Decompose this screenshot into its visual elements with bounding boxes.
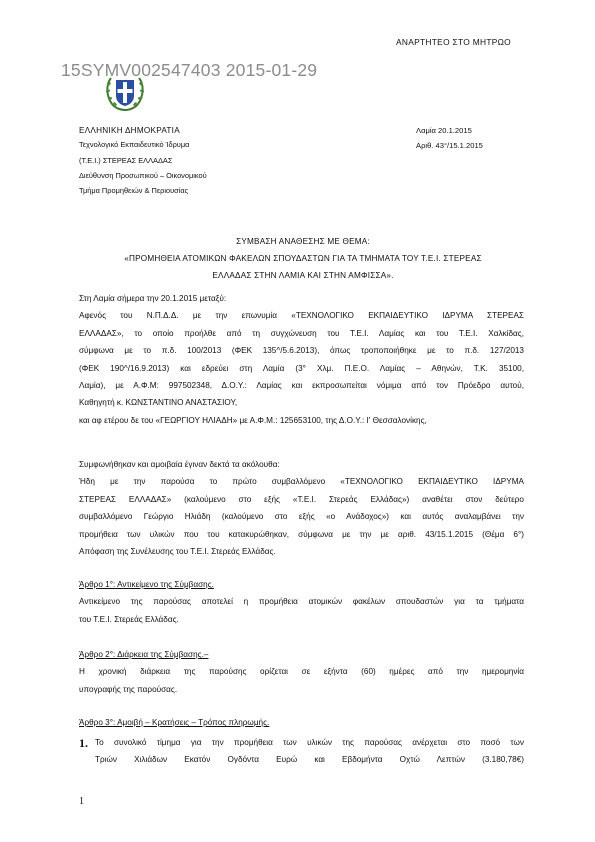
article-heading: Άρθρο 1°: Αντικείμενο της Σύμβασης. [79, 580, 214, 589]
issuer-line: Τεχνολογικό Εκπαιδευτικό Ίδρυμα [79, 140, 190, 150]
paragraph-line: και αφ ετέρου δε του «ΓΕΩΡΓΙΟΥ ΗΛΙΑΔΗ» με Α.Φ.Μ.: 125653100, της Δ.Ο.Υ.: Ι' Θεσσαλονίκης, [79, 415, 427, 425]
issuer-line: Τμήμα Προμηθειών & Περιουσίας [79, 186, 189, 196]
article-1 [79, 580, 524, 632]
issuer-line: (Τ.Ε.Ι.) ΣΤΕΡΕΑΣ ΕΛΛΑΔΑΣ [79, 155, 173, 165]
item-text [95, 738, 524, 773]
paragraph-line: Η χρονική διάρκεια της παρούσης ορίζεται σε εξήντα (60) ημέρες από την ημερομηνία [79, 667, 524, 677]
registry-stamp: 15SYMV002547403 2015-01-29 [61, 60, 318, 80]
article-2 [79, 650, 524, 702]
paragraph-line: Τριών Χιλιάδων Εκατόν Ογδόντα Ευρώ και Εβδομήντα Οχτώ Λεπτών (3.180,78€) [95, 755, 524, 765]
document-meta [416, 126, 483, 157]
paragraph-line: συμβαλλόμενο Γεώργιο Ηλιάδη (καλούμενο στο εξής «ο Ανάδοχος») και αυτός αναλαμβάνει την [79, 512, 524, 522]
paragraph-line: του Τ.Ε.Ι. Στερεάς Ελλάδας. [79, 614, 179, 624]
paragraph-line: Συμφωνήθηκαν και αμοιβαία έγιναν δεκτά τα ακόλουθα: [79, 460, 280, 469]
paragraph-line: Στη Λαμία σήμερα την 20.1.2015 μεταξύ: [79, 294, 227, 303]
paragraph-line: (ΦΕΚ 190^/16.9.2013) και εδρεύει στη Λαμία (3° Χλμ. Π.Ε.Ο. Λαμίας – Αθηνών, Τ.Κ. 35100, [79, 363, 524, 373]
paragraph-line: Ήδη με την παρούσα το πρώτο συμβαλλόμενο «ΤΕΧΝΟΛΟΓΙΚΟ ΕΚΠΑΙΔΕΥΤΙΚΟ ΙΔΡΥΜΑ [79, 477, 524, 487]
reference-number: Αριθ. 43°/15.1.2015 [416, 141, 483, 151]
paragraph-line: Αντικείμενο της παρούσας αποτελεί η προμήθεια ατομικών φακέλων σπουδαστών για τα τμήματα [79, 597, 524, 607]
page-number: 1 [79, 796, 84, 807]
contract-title [70, 237, 536, 288]
registry-note: ΑΝΑΡΤΗΤΕΟ ΣΤΟ ΜΗΤΡΩΟ [396, 37, 511, 47]
issuer-line: ΕΛΛΗΝΙΚΗ ΔΗΜΟΚΡΑΤΙΑ [79, 126, 180, 135]
paragraph-line: Απόφαση της Συνέλευσης του Τ.Ε.Ι. Στερεάς Ελλάδας. [79, 546, 276, 556]
article-3 [79, 718, 524, 735]
paragraph-line: Το συνολικό τίμημα για την προμήθεια των υλικών της παρούσας ανέρχεται στο ποσό των [95, 738, 524, 747]
paragraph-line: Καθηγητή κ. ΚΩΝΣΤΑΝΤΙΝΟ ΑΝΑΣΤΑΣΙΟΥ, [79, 398, 238, 408]
paragraph-line: Λαμία), με Α.Φ.Μ: 997502348, Δ.Ο.Υ.: Λαμίας και εκπροσωπείται νόμιμα από τον Πρόεδρο αυτού, [79, 380, 524, 390]
paragraph-line: ΣΤΕΡΕΑΣ ΕΛΛΑΔΑΣ» (καλούμενο στο εξής «Τ.Ε.Ι. Στερεάς Ελλάδας») αναθέτει στον δεύτερο [79, 494, 524, 504]
paragraph-line: προμήθεια των υλικών που του κατακυρώθηκαν, σύμφωνα με την με αριθ. 43/15.1.2015 (Θέμα 6°) [79, 529, 524, 539]
item-number: 1. [79, 736, 88, 750]
article-heading: Άρθρο 2°: Διάρκεια της Σύμβασης.– [79, 650, 209, 659]
place-date: Λαμία 20.1.2015 [416, 126, 472, 135]
title-line: ΣΥΜΒΑΣΗ ΑΝΑΘΕΣΗΣ ΜΕ ΘΕΜΑ: [236, 237, 370, 246]
paragraph-line: σύμφωνα με το π.δ. 100/2013 (ΦΕΚ 135^/5.6.2013), όπως τροποποιήθηκε με το π.δ. 127/2013 [79, 346, 524, 356]
issuer-line: Διεύθυνση Προσωπικού – Οικονομικού [79, 170, 207, 180]
article-heading: Άρθρο 3°: Αμοιβή – Κρατήσεις – Τρόπος πληρωμής. [79, 718, 270, 727]
parties-paragraph [79, 294, 524, 433]
agreement-paragraph [79, 460, 524, 564]
issuer-block [79, 126, 207, 202]
paragraph-line: υπογραφής της παρούσας. [79, 684, 178, 694]
paragraph-line: Αφενός του Ν.Π.Δ.Δ. με την επωνυμία «ΤΕΧΝΟΛΟΓΙΚΟ ΕΚΠΑΙΔΕΥΤΙΚΟ ΙΔΡΥΜΑ ΣΤΕΡΕΑΣ [79, 311, 524, 321]
title-line: «ΠΡΟΜΗΘΕΙΑ ΑΤΟΜΙΚΩΝ ΦΑΚΕΛΩΝ ΣΠΟΥΔΑΣΤΩΝ ΓΙΑ ΤΑ ΤΜΗΜΑΤΑ ΤΟΥ Τ.Ε.Ι. ΣΤΕΡΕΑΣ [124, 254, 482, 263]
title-line: ΕΛΛΑΔΑΣ ΣΤΗΝ ΛΑΜΙΑ ΚΑΙ ΣΤΗΝ ΑΜΦΙΣΣΑ». [212, 271, 394, 280]
paragraph-line: ΕΛΛΑΔΑΣ», το οποίο προήλθε από τη συγχώνευση του Τ.Ε.Ι. Λαμίας και του Τ.Ε.Ι. Χαλκίδας, [79, 328, 524, 338]
